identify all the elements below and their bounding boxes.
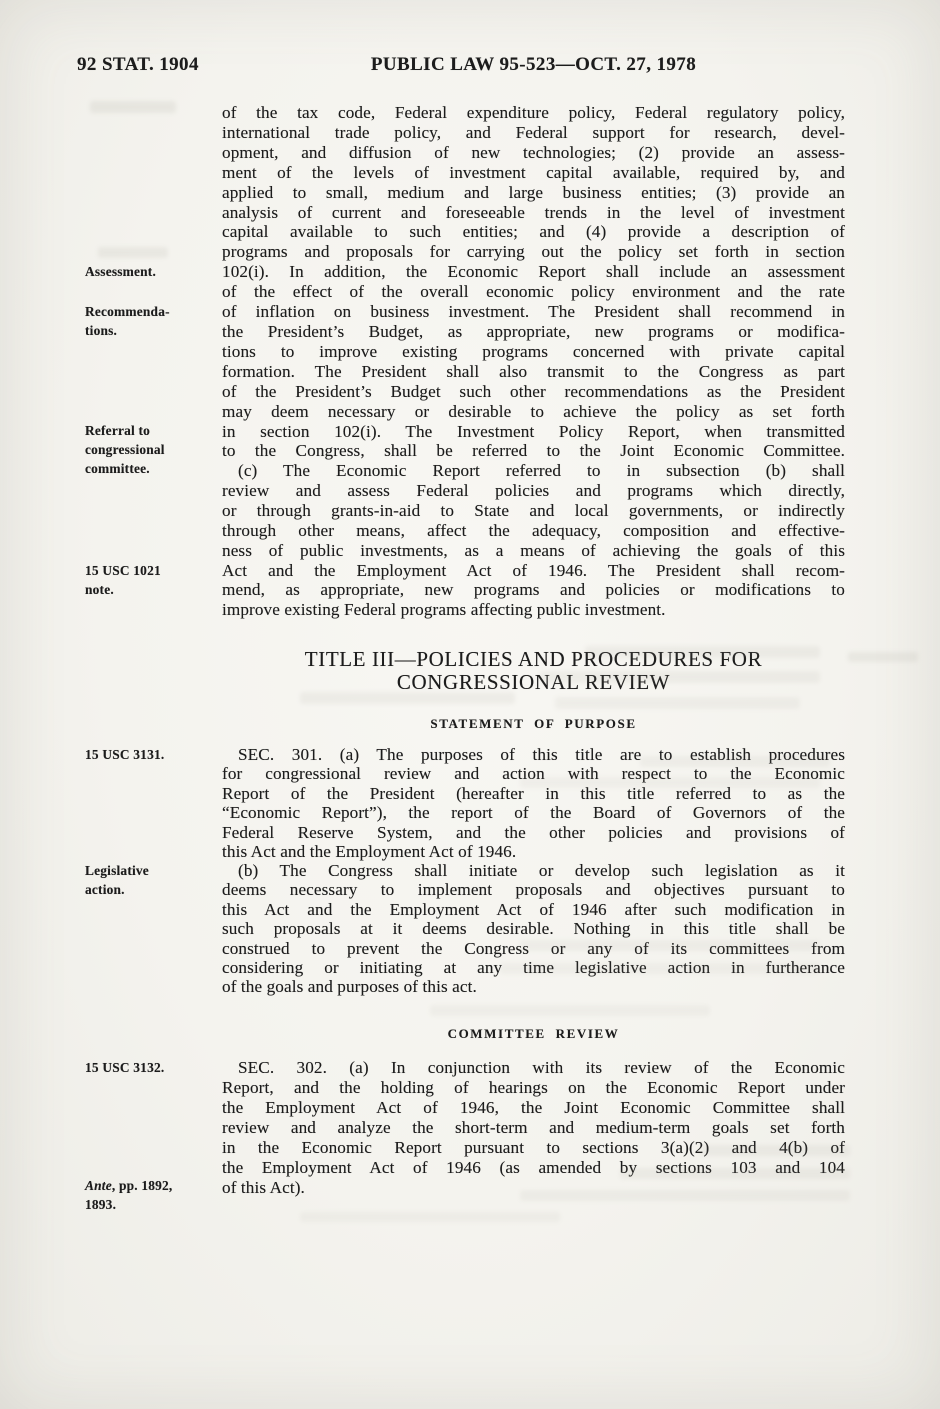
body-column bbox=[222, 0, 845, 1409]
text-line: SEC. 301. (a) The purposes of this title are to establish procedures bbox=[238, 745, 845, 764]
text-line: (b) The Congress shall initiate or develop such legislation as it bbox=[238, 861, 845, 880]
margin-note-line: congressional bbox=[85, 442, 165, 457]
body-paragraph bbox=[222, 461, 845, 620]
margin-note-line: Recommenda- bbox=[85, 304, 170, 319]
text-line: review and analyze the short-term and medium-term goals set forth bbox=[222, 1118, 845, 1137]
text-line: of the effect of the overall economic policy environment and the rate bbox=[222, 282, 845, 302]
text-line: ment of the levels of investment capital available, required by, and bbox=[222, 162, 845, 182]
text-line: this Act and the Employment Act of 1946. bbox=[222, 842, 517, 862]
text-line: the Employment Act of 1946 (as amended by sections 103 and 104 bbox=[222, 1158, 845, 1177]
text-line: 102(i). In addition, the Economic Report shall include an assessment bbox=[222, 262, 845, 282]
margin-note-ante-pages bbox=[85, 1176, 217, 1214]
public-law-header: PUBLIC LAW 95-523—OCT. 27, 1978 bbox=[370, 54, 697, 75]
body-paragraph bbox=[222, 1058, 845, 1198]
text-line: this Act and the Employment Act of 1946 after such modification in bbox=[222, 899, 845, 919]
margin-notes bbox=[85, 0, 217, 1409]
margin-note-line: tions. bbox=[85, 323, 118, 338]
margin-note-line: committee. bbox=[85, 461, 150, 476]
text-line: tions to improve existing programs concerned with private capital bbox=[222, 341, 845, 361]
text-line: opment, and diffusion of new technologies; (2) provide an assess- bbox=[222, 142, 845, 162]
heading-line: TITLE III—POLICIES AND PROCEDURES FOR bbox=[304, 647, 763, 671]
text-line: improve existing Federal programs affecting public investment. bbox=[222, 600, 666, 620]
text-line: considering or initiating at any time legislative action in furtherance bbox=[222, 958, 845, 978]
text-line: of the goals and purposes of this act. bbox=[222, 977, 477, 997]
body-paragraph bbox=[222, 103, 845, 461]
subheading bbox=[222, 716, 845, 732]
heading-line: CONGRESSIONAL REVIEW bbox=[396, 669, 671, 694]
statute-page-number: 92 STAT. 1904 bbox=[77, 54, 199, 75]
margin-note-assessment bbox=[85, 262, 217, 281]
text-line: ness of public investments, as a means of achieving the goals of this bbox=[222, 540, 845, 560]
text-line: for congressional review and action with respect to the Economic bbox=[222, 764, 845, 784]
margin-note-line: Ante, pp. 1892, bbox=[85, 1178, 173, 1193]
text-line: of this Act). bbox=[222, 1178, 305, 1197]
text-line: Report, and the holding of hearings on the Economic Report under bbox=[222, 1078, 845, 1097]
subheading bbox=[222, 1026, 845, 1042]
text-line: analysis of current and foreseeable trends in the level of investment bbox=[222, 202, 845, 222]
text-line: capital available to such entities; and (4) provide a description of bbox=[222, 222, 845, 242]
text-line: the Employment Act of 1946, the Joint Economic Committee shall bbox=[222, 1098, 845, 1117]
text-line: SEC. 302. (a) In conjunction with its review of the Economic bbox=[238, 1058, 845, 1077]
text-line: may deem necessary or desirable to achieve the policy as set forth bbox=[222, 401, 845, 421]
text-line: Act and the Employment Act of 1946. The President shall recom- bbox=[222, 560, 845, 580]
text-line: review and assess Federal policies and programs which directly, bbox=[222, 480, 845, 500]
body-paragraph bbox=[222, 861, 845, 997]
margin-note-recommendations bbox=[85, 302, 217, 340]
margin-note-line: 15 USC 3132. bbox=[85, 1060, 165, 1075]
text-line: of the tax code, Federal expenditure policy, Federal regulatory policy, bbox=[222, 103, 845, 122]
text-line: Federal Reserve System, and the other policies and provisions of bbox=[222, 822, 845, 842]
text-line: Report of the President (hereafter in this title referred to as the bbox=[222, 783, 845, 803]
text-line: (c) The Economic Report referred to in subsection (b) shall bbox=[238, 461, 845, 480]
body-paragraph bbox=[222, 745, 845, 861]
text-line: in the Economic Report pursuant to sections 3(a)(2) and 4(b) of bbox=[222, 1138, 845, 1157]
margin-note-line: 1893. bbox=[85, 1197, 117, 1212]
margin-note-line: action. bbox=[85, 882, 125, 897]
margin-note-legislative-action bbox=[85, 861, 217, 899]
heading-line: COMMITTEE REVIEW bbox=[447, 1026, 620, 1041]
margin-note-line: Referral to bbox=[85, 423, 151, 438]
text-line: of inflation on business investment. The President shall recommend in bbox=[222, 302, 845, 322]
margin-note-line: note. bbox=[85, 582, 114, 597]
margin-note-usc-3132 bbox=[85, 1058, 217, 1077]
margin-note-line: 15 USC 3131. bbox=[85, 747, 165, 762]
text-line: to the Congress, shall be referred to the Joint Economic Committee. bbox=[222, 441, 845, 461]
margin-note-line: 15 USC 1021 bbox=[85, 563, 161, 578]
text-line: through other means, affect the adequacy, composition and effective- bbox=[222, 520, 845, 540]
text-line: applied to small, medium and large business entities; (3) provide an bbox=[222, 182, 845, 202]
margin-note-line: Assessment. bbox=[85, 264, 157, 279]
text-line: the President’s Budget, as appropriate, new programs or modifica- bbox=[222, 321, 845, 341]
text-line: international trade policy, and Federal support for research, devel- bbox=[222, 122, 845, 142]
text-line: programs and proposals for carrying out the policy set forth in section bbox=[222, 242, 845, 262]
text-line: formation. The President shall also transmit to the Congress as part bbox=[222, 361, 845, 381]
text-line: “Economic Report”), the report of the Board of Governors of the bbox=[222, 803, 845, 823]
text-line: deems necessary to implement proposals and objectives pursuant to bbox=[222, 880, 845, 900]
heading-line: STATEMENT OF PURPOSE bbox=[430, 716, 637, 731]
margin-note-usc-3131 bbox=[85, 745, 217, 764]
bleedthrough-smudge bbox=[848, 652, 918, 662]
text-line: in section 102(i). The Investment Policy Report, when transmitted bbox=[222, 421, 845, 441]
section-title bbox=[222, 648, 845, 693]
text-line: construed to prevent the Congress or any of its committees from bbox=[222, 938, 845, 958]
text-line: or through grants-in-aid to State and local governments, or indirectly bbox=[222, 500, 845, 520]
text-line: such proposals at it deems desirable. Nothing in this title shall be bbox=[222, 919, 845, 939]
margin-note-usc-1021-note bbox=[85, 561, 217, 599]
text-line: of the President’s Budget such other recommendations as the President bbox=[222, 381, 845, 401]
margin-note-referral-to-congressional-committee bbox=[85, 421, 217, 478]
margin-note-line: Legislative bbox=[85, 863, 149, 878]
text-line: mend, as appropriate, new programs and policies or modifications to bbox=[222, 580, 845, 600]
